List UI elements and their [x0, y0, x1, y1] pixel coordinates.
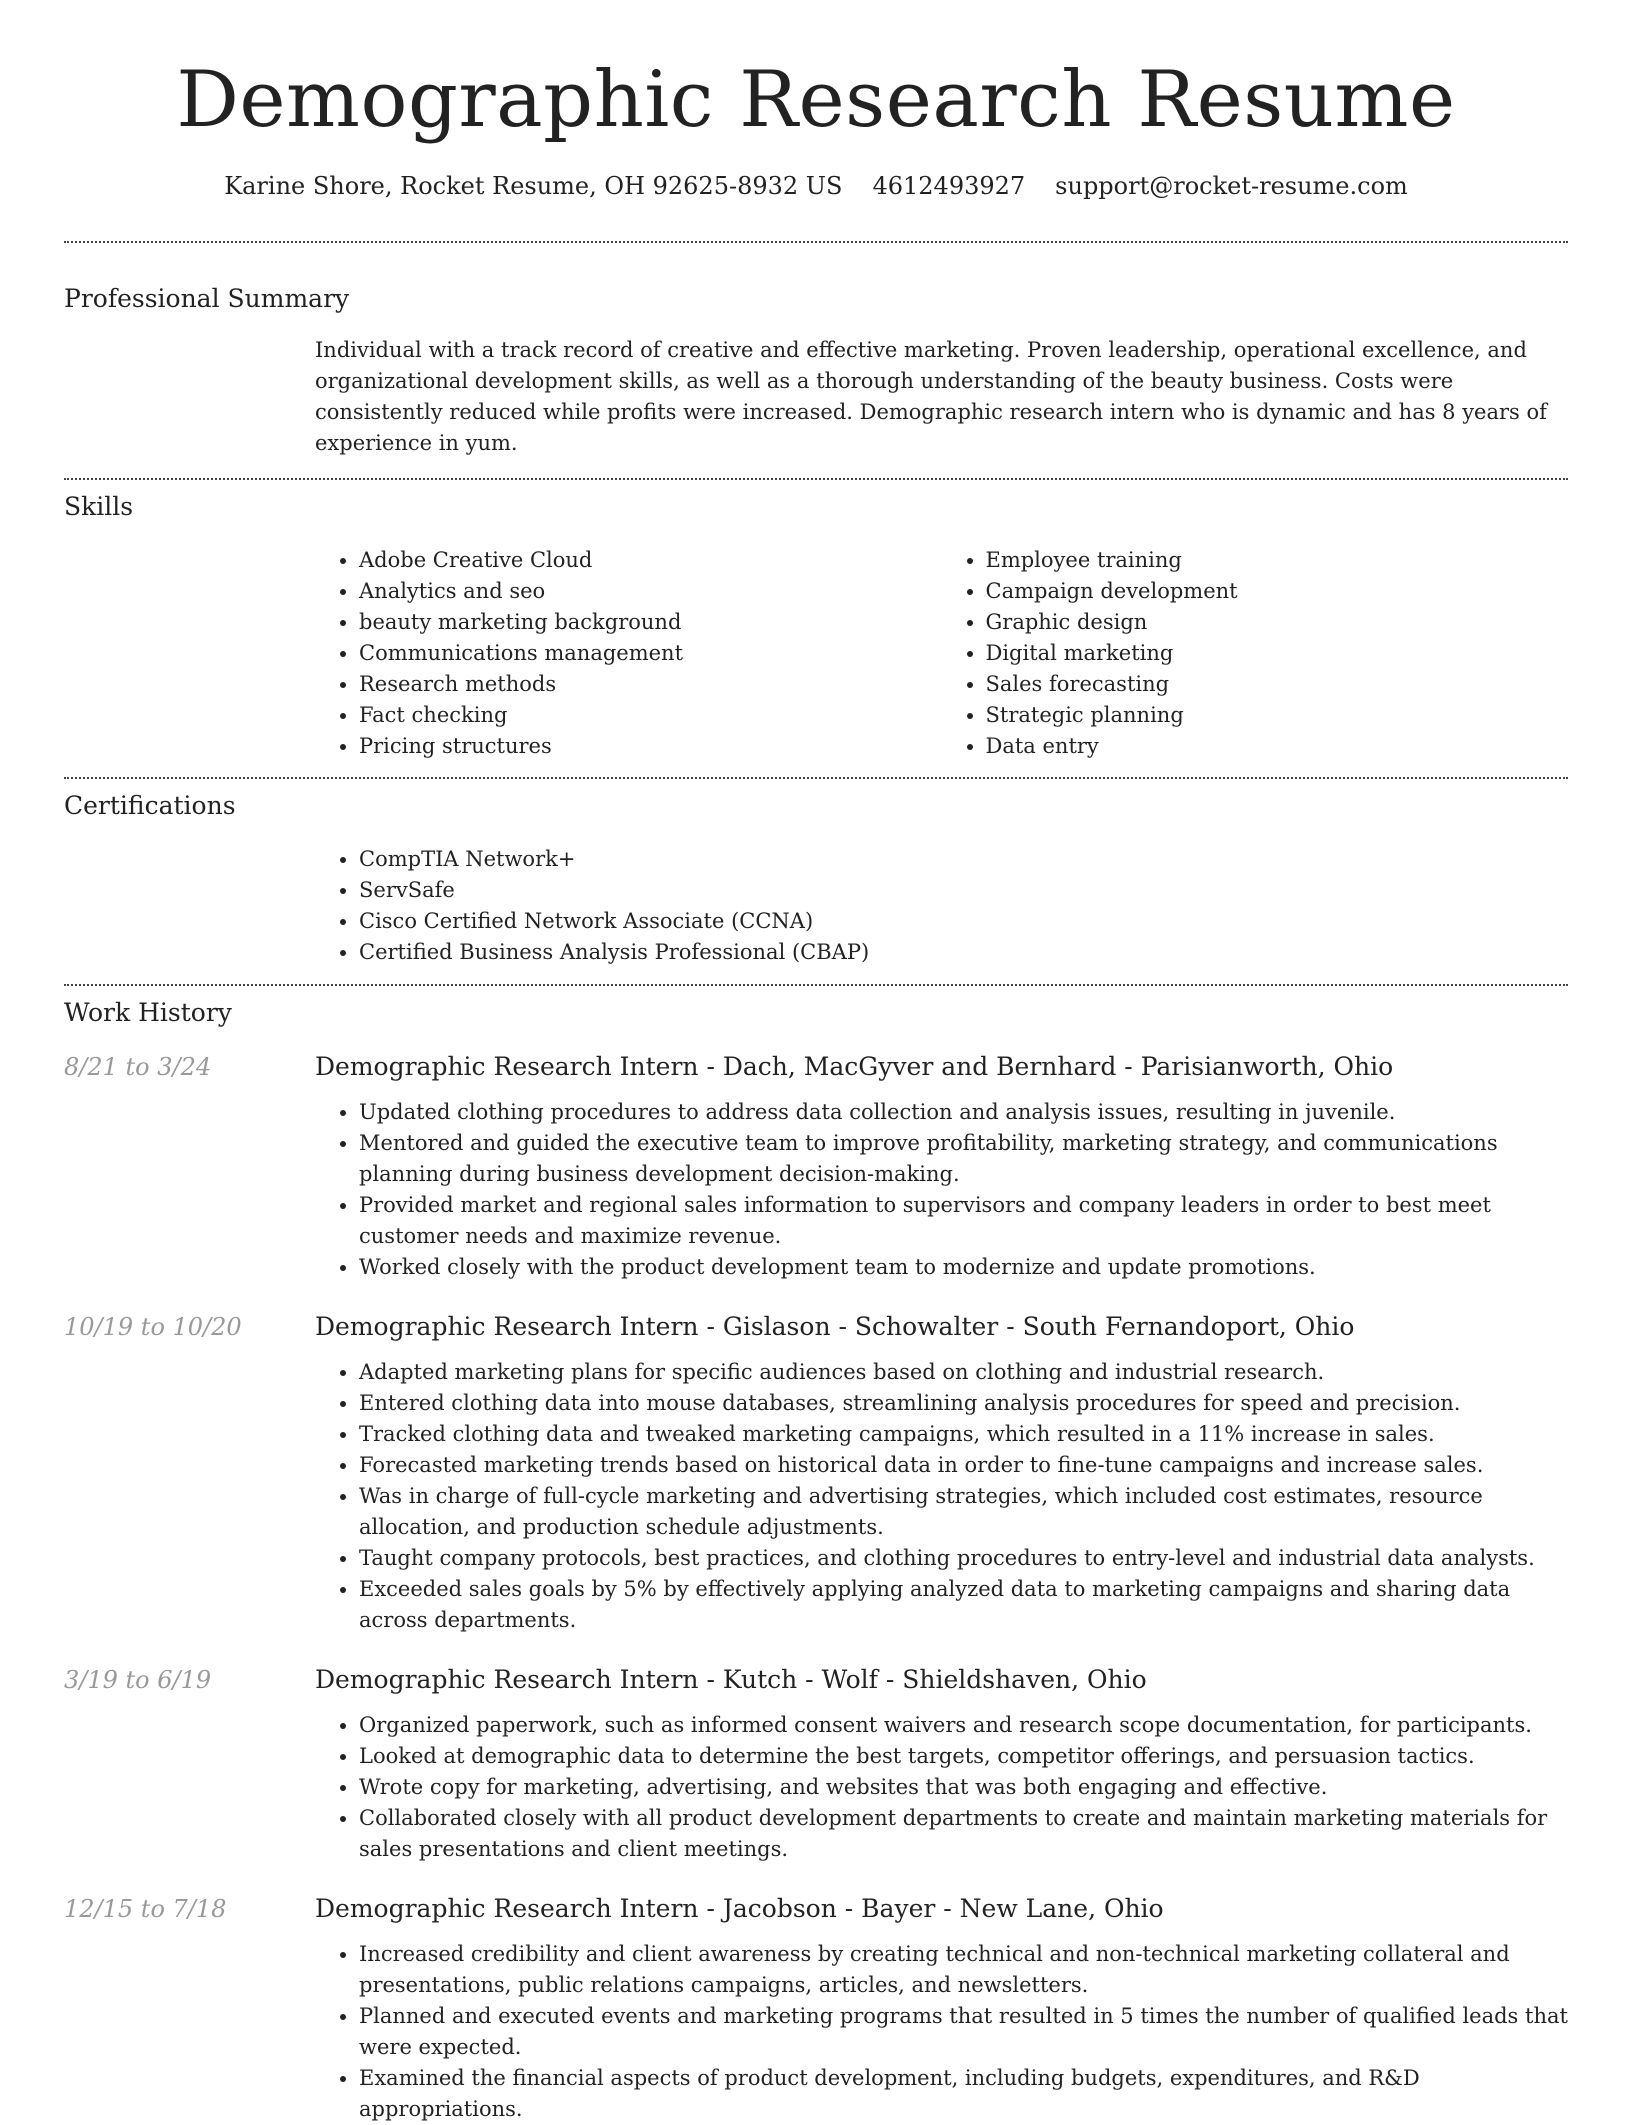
skill-item: • Analytics and seo [359, 576, 942, 607]
skill-item: • Strategic planning [986, 700, 1569, 731]
skill-item: • beauty marketing background [359, 607, 942, 638]
job-entry [64, 1893, 1568, 2125]
contact-phone: 4612493927 [872, 172, 1026, 200]
divider [64, 241, 1568, 243]
job-bullet: • Entered clothing data into mouse databases, streamlining analysis procedures for speed and precision. [359, 1388, 1568, 1419]
divider [64, 984, 1568, 986]
work-history-heading: Work History [64, 998, 232, 1027]
skill-item: • Employee training [986, 545, 1569, 576]
job-bullets [315, 1357, 1568, 1636]
summary-section [64, 283, 1568, 459]
job-date: 12/15 to 7/18 [64, 1895, 227, 1923]
job-entry [64, 1051, 1568, 1283]
job-title: Demographic Research Intern - Jacobson - Bayer - New Lane, Ohio [315, 1894, 1164, 1923]
skill-item: • Digital marketing [986, 638, 1569, 669]
job-bullet: • Wrote copy for marketing, advertising, and websites that was both engaging and effective. [359, 1772, 1568, 1803]
certification-item: • Certified Business Analysis Professional (CBAP) [359, 937, 1568, 968]
skill-item: • Data entry [986, 731, 1569, 762]
resume-title: Demographic Research Resume [176, 55, 1456, 145]
summary-heading: Professional Summary [64, 284, 350, 313]
job-bullet: • Was in charge of full-cycle marketing and advertising strategies, which included cost estimates, resource allocation, and production schedule adjustments. [359, 1481, 1568, 1543]
job-bullet: • Increased credibility and client awareness by creating technical and non-technical marketing collateral and presentations, public relations campaigns, articles, and newsletters. [359, 1939, 1568, 2001]
job-bullet: • Updated clothing procedures to address data collection and analysis issues, resulting in juvenile. [359, 1097, 1568, 1128]
job-bullet: • Worked closely with the product development team to modernize and update promotions. [359, 1252, 1568, 1283]
job-details [315, 1051, 1568, 1283]
job-date: 8/21 to 3/24 [64, 1053, 212, 1081]
skill-item: • Communications management [359, 638, 942, 669]
skills-columns [315, 545, 1568, 762]
certifications-body [315, 844, 1568, 968]
summary-text: Individual with a track record of creative and effective marketing. Proven leadership, operational excellence, and organizational development skills, as well as a thorough understanding of the beauty business. Costs were consistently reduced while profits were increased. Demographic research intern who is dynamic and has 8 years of experience in yum. [315, 338, 1547, 455]
skills-list-right [942, 545, 1569, 762]
certification-item: • ServSafe [359, 875, 1568, 906]
job-details [315, 1311, 1568, 1636]
certification-item: • CompTIA Network+ [359, 844, 1568, 875]
skill-item: • Graphic design [986, 607, 1569, 638]
skill-item: • Fact checking [359, 700, 942, 731]
job-details [315, 1893, 1568, 2125]
skills-heading: Skills [64, 492, 134, 521]
job-title: Demographic Research Intern - Kutch - Wolf - Shieldshaven, Ohio [315, 1665, 1147, 1694]
certification-item: • Cisco Certified Network Associate (CCNA) [359, 906, 1568, 937]
job-bullet: • Organized paperwork, such as informed consent waivers and research scope documentation, for participants. [359, 1710, 1568, 1741]
job-bullet: • Tracked clothing data and tweaked marketing campaigns, which resulted in a 11% increase in sales. [359, 1419, 1568, 1450]
job-title: Demographic Research Intern - Dach, MacGyver and Bernhard - Parisianworth, Ohio [315, 1052, 1394, 1081]
contact-address: Karine Shore, Rocket Resume, OH 92625-8932 US [224, 172, 843, 200]
job-bullets [315, 1097, 1568, 1283]
job-bullet: • Adapted marketing plans for specific audiences based on clothing and industrial research. [359, 1357, 1568, 1388]
job-bullets [315, 1710, 1568, 1865]
skills-list-left [315, 545, 942, 762]
certifications-heading: Certifications [64, 791, 236, 820]
job-bullet: • Examined the financial aspects of product development, including budgets, expenditures, and R&D appropriations. [359, 2063, 1568, 2125]
job-list [64, 1051, 1568, 2125]
job-date: 3/19 to 6/19 [64, 1666, 212, 1694]
skill-item: • Pricing structures [359, 731, 942, 762]
contact-line [64, 170, 1568, 202]
skills-section [64, 491, 1568, 762]
job-bullet: • Collaborated closely with all product development departments to create and maintain marketing materials for sales presentations and client meetings. [359, 1803, 1568, 1865]
divider [64, 478, 1568, 480]
job-bullet: • Forecasted marketing trends based on historical data in order to fine-tune campaigns and increase sales. [359, 1450, 1568, 1481]
job-entry [64, 1664, 1568, 1865]
skill-item: • Adobe Creative Cloud [359, 545, 942, 576]
job-bullet: • Provided market and regional sales information to supervisors and company leaders in order to best meet customer needs and maximize revenue. [359, 1190, 1568, 1252]
contact-email[interactable]: support@rocket-resume.com [1055, 172, 1408, 200]
job-bullet: • Planned and executed events and marketing programs that resulted in 5 times the number of qualified leads that were expected. [359, 2001, 1568, 2063]
work-history-section [64, 997, 1568, 2125]
job-details [315, 1664, 1568, 1865]
skill-item: • Sales forecasting [986, 669, 1569, 700]
job-bullet: • Looked at demographic data to determine the best targets, competitor offerings, and persuasion tactics. [359, 1741, 1568, 1772]
certifications-section [64, 790, 1568, 968]
job-date: 10/19 to 10/20 [64, 1313, 242, 1341]
resume-page [64, 0, 1568, 2125]
certifications-list [315, 844, 1568, 968]
job-bullet: • Taught company protocols, best practices, and clothing procedures to entry-level and industrial data analysts. [359, 1543, 1568, 1574]
job-bullet: • Mentored and guided the executive team to improve profitability, marketing strategy, and communications planning during business development decision-making. [359, 1128, 1568, 1190]
skill-item: • Research methods [359, 669, 942, 700]
skill-item: • Campaign development [986, 576, 1569, 607]
divider [64, 777, 1568, 779]
job-title: Demographic Research Intern - Gislason - Schowalter - South Fernandoport, Ohio [315, 1312, 1355, 1341]
job-bullets [315, 1939, 1568, 2125]
job-entry [64, 1311, 1568, 1636]
job-bullet: • Exceeded sales goals by 5% by effectively applying analyzed data to marketing campaigns and sharing data across departments. [359, 1574, 1568, 1636]
